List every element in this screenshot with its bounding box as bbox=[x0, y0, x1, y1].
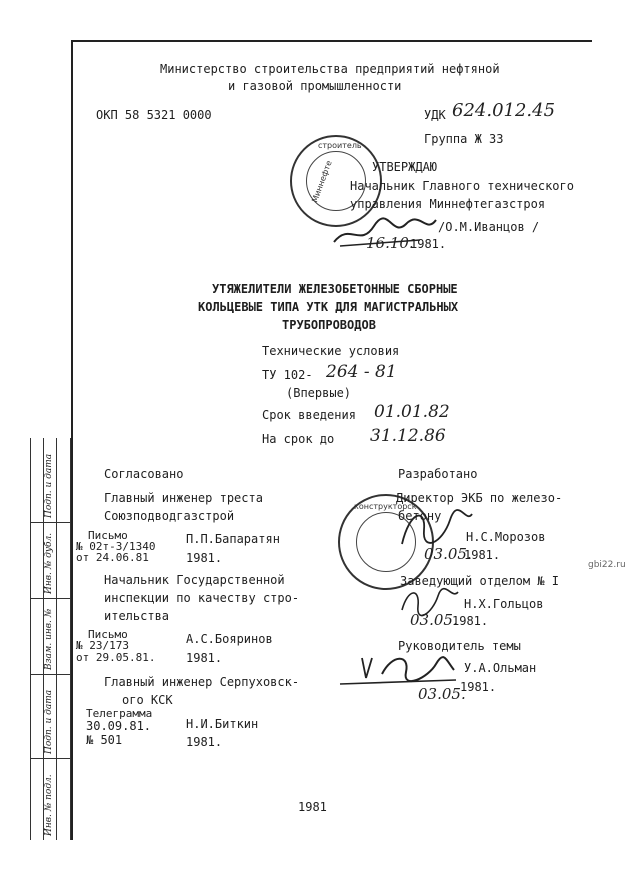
first-time-note: (Впервые) bbox=[286, 386, 352, 400]
agreed-p1-letter-1: Письмо bbox=[88, 529, 128, 542]
agreed-p2-name: А.С.Бояринов bbox=[186, 632, 273, 646]
ministry-line-2: и газовой промышленности bbox=[228, 79, 402, 93]
agreed-p2-title-1: Начальник Государственной bbox=[104, 573, 285, 587]
approval-date-hand: 16.10. bbox=[366, 234, 414, 252]
developed-d2-date-hand: 03.05. bbox=[410, 611, 458, 629]
agreed-p1-year: 1981. bbox=[186, 551, 223, 565]
tu-number: 264 - 81 bbox=[326, 362, 397, 382]
approve-heading: УТВЕРЖДАЮ bbox=[372, 160, 438, 174]
agreed-p1-title-2: Союзподводгазстрой bbox=[104, 509, 235, 523]
agreed-p2-year: 1981. bbox=[186, 651, 223, 665]
intro-date-label: Срок введения bbox=[262, 408, 356, 422]
agreed-p3-letter-1: Телеграмма bbox=[86, 707, 153, 720]
footer-year: 1981 bbox=[298, 800, 327, 814]
agreed-p2-letter-1: Письмо bbox=[88, 628, 128, 641]
developed-d1-name: Н.С.Морозов bbox=[466, 530, 546, 544]
developed-d2-year: 1981. bbox=[452, 614, 489, 628]
approval-seal: строитель Миннефте bbox=[290, 135, 382, 227]
agreed-heading: Согласовано bbox=[104, 467, 184, 481]
developed-d1-year: 1981. bbox=[464, 548, 501, 562]
agreed-p3-name: Н.И.Биткин bbox=[186, 717, 259, 731]
doc-title-line-1: УТЯЖЕЛИТЕЛИ ЖЕЛЕЗОБЕТОННЫЕ СБОРНЫЕ bbox=[212, 282, 458, 296]
agreed-p2-title-3: ительства bbox=[104, 609, 170, 623]
developed-d3-date-hand: 03.05. bbox=[418, 685, 466, 703]
developer-seal: конструкторск bbox=[338, 494, 434, 590]
okp-code: ОКП 58 5321 0000 bbox=[96, 108, 212, 122]
udk-value: 624.012.45 bbox=[452, 100, 556, 121]
strip-label-5: Инв. № подл. bbox=[44, 774, 54, 836]
ministry-line-1: Министерство строительства предприятий нефтяной bbox=[160, 62, 500, 76]
agreed-p1-letter-2: № 02т-3/1340 bbox=[76, 540, 156, 553]
agreed-p1-letter-3: от 24.06.81 bbox=[76, 551, 149, 564]
developed-d3-title: Руководитель темы bbox=[398, 639, 521, 653]
tu-prefix: ТУ 102- bbox=[262, 368, 313, 382]
strip-label-3: Взам. инв. № bbox=[44, 608, 54, 670]
group-code: Группа Ж 33 bbox=[424, 132, 504, 146]
udk-label: УДК bbox=[424, 108, 446, 122]
approver-title-2: управления Миннефтегазстроя bbox=[350, 197, 546, 211]
approver-name: /О.М.Иванцов / bbox=[438, 220, 540, 234]
developed-heading: Разработано bbox=[398, 467, 478, 481]
agreed-p3-title-1: Главный инженер Серпуховск- bbox=[104, 675, 300, 689]
side-registration-strip bbox=[30, 438, 70, 840]
strip-label-2: Инв. № дубл. bbox=[44, 532, 54, 594]
agreed-p2-letter-3: от 29.05.81. bbox=[76, 651, 156, 664]
developed-d2-title: Заведующий отделом № I bbox=[400, 574, 559, 588]
until-date: 31.12.86 bbox=[370, 426, 446, 446]
approver-title-1: Начальник Главного технического bbox=[350, 179, 574, 193]
agreed-p2-letter-2: № 23/173 bbox=[76, 639, 129, 652]
doc-title-line-2: КОЛЬЦЕВЫЕ ТИПА УТК ДЛЯ МАГИСТРАЛЬНЫХ bbox=[198, 300, 459, 314]
agreed-p3-letter-3: № 501 bbox=[86, 733, 123, 747]
developed-d3-name: У.А.Ольман bbox=[464, 661, 537, 675]
developed-d1-date-hand: 03.05. bbox=[424, 545, 472, 563]
strip-label-1: Подп. и дата bbox=[44, 453, 54, 518]
frame-top-line bbox=[72, 40, 592, 42]
tech-conditions: Технические условия bbox=[262, 344, 400, 358]
approval-year: 1981. bbox=[410, 237, 447, 251]
intro-date: 01.01.82 bbox=[374, 402, 450, 422]
agreed-p2-title-2: инспекции по качеству стро- bbox=[104, 591, 300, 605]
agreed-p3-year: 1981. bbox=[186, 735, 223, 749]
agreed-p3-title-2: ого КСК bbox=[122, 693, 173, 707]
doc-title-line-3: ТРУБОПРОВОДОВ bbox=[282, 318, 376, 332]
strip-label-4: Подп. и дата bbox=[44, 689, 54, 754]
frame-left-line bbox=[71, 40, 73, 840]
agreed-p1-name: П.П.Бапаратян bbox=[186, 532, 280, 546]
developed-d1-title-2: бетону bbox=[398, 509, 442, 523]
developed-d3-year: 1981. bbox=[460, 680, 497, 694]
developed-d2-name: Н.Х.Гольцов bbox=[464, 597, 544, 611]
agreed-p1-title-1: Главный инженер треста bbox=[104, 491, 263, 505]
agreed-p3-letter-2: 30.09.81. bbox=[86, 719, 152, 733]
developed-d1-title-1: Директор ЭКБ по железо- bbox=[396, 491, 563, 505]
watermark-text: gbi22.ru bbox=[588, 560, 626, 570]
until-date-label: На срок до bbox=[262, 432, 335, 446]
